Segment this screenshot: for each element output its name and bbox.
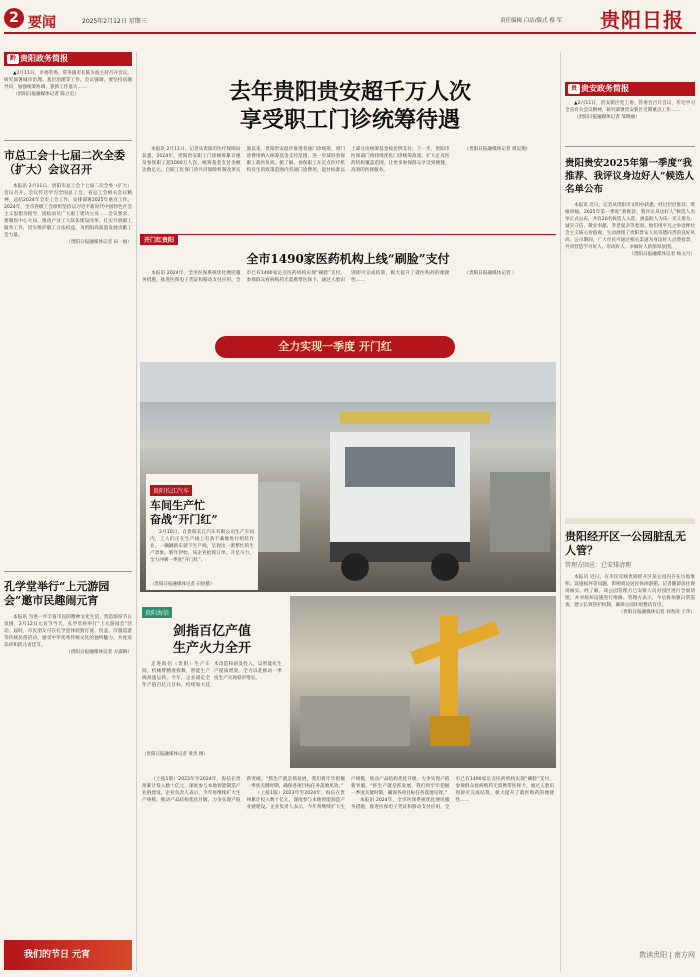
divider (4, 140, 132, 141)
factory-photo (140, 362, 556, 592)
lead-story-body (142, 146, 554, 228)
story-b (142, 600, 282, 770)
feature-source: （贵阳日报融媒体记者 ） (464, 271, 517, 276)
story-body (565, 574, 695, 954)
section-tag-label: 贵安政务简报 (581, 84, 629, 93)
campaign-banner: 全力实现一季度 开门红 (215, 336, 455, 358)
story-headline: 市总工会十七届二次全委（扩大）会议召开 (4, 149, 125, 176)
bottom-paragraph: （上接1版）2023年至2024年，海信在贵州累计投入数十亿元，深度参与本地智能制造产业链建设。企业负责人表示，今年将继续扩大生产规模，推动产品结构优化升级，力争实现产值新突破。“抓生产就是抓发展，我们将牢牢把握一季度关键时期，确保各项目标任务落地见效。” (142, 777, 345, 803)
brief-text (565, 100, 695, 136)
story-body (142, 661, 282, 751)
story-tag: 贵阳海信 (142, 607, 172, 618)
story-body (4, 614, 132, 934)
tag-pill: 黔 (7, 54, 19, 64)
bottom-paragraph-extra: 本报讯 2024年，全市医保系统优化便民服务措施，推进医保电子凭证和移动支付应用，全市已有1490家定点医药机构实现“刷脸”支付，参保群众看病购药无需携带医保卡，通过人脸识别即可完成结算，极大提升了就医购药的便捷性…… (351, 777, 554, 810)
story-source: （贵阳日报融媒体记者 刘秀涛 王华） (618, 610, 695, 615)
column-rule (560, 52, 561, 972)
story-source: （贵阳日报融媒体记者 石恒摄） (150, 582, 215, 587)
story-source: （贵阳日报融媒体记者 方露舞） (66, 650, 132, 655)
robot-arm-illustration (290, 596, 556, 768)
story-paragraph: 本报讯 为进一步丰富市民的精神文化生活，营造浓厚节日氛围，2月12日元宵节当天，孔学堂将举行“上元游园会”活动。届时，市民朋友可在孔学堂体验猜灯谜、投壶、汉服巡游等传统民俗活动，感受中华优秀传统文化的独特魅力，共度欢乐祥和的元宵佳节。 (4, 615, 132, 648)
feature-rule (140, 234, 556, 242)
brief-paragraph: ▲2月11日，市委常委、常务副市长陈少波主持召开会议，研究部署城市治理、基层治理等工作。会议强调，要坚持问题导向，加强统筹协调，狠抓工作落实…… (4, 71, 132, 90)
story-headline-2: 生产火力全开 (172, 641, 251, 656)
page-header (0, 0, 700, 40)
page-number: 2 (4, 8, 24, 28)
ad-strip (565, 518, 695, 524)
tag-pill: 贵 (568, 84, 580, 94)
story-headline: 剑指百亿产值 (172, 624, 251, 639)
story-subhead: 管理方回应：已安排清理 (565, 562, 632, 569)
brief-paragraph: ▲2月11日，贵安新区党工委、管委会召开会议，传达学习全省有关会议精神，研究部署贵安新区近期重点工作…… (565, 101, 695, 113)
right-column (565, 82, 695, 970)
story-source: （贵阳日报融媒体记者 杨文月） (629, 252, 695, 257)
issue-date: 2025年2月12日 星期三 (82, 18, 147, 25)
newspaper-logo: 贵阳日报 (600, 8, 684, 32)
column-rule (136, 52, 137, 972)
story-source: （贵阳日报融媒体记者 田一丽） (66, 240, 132, 245)
story-paragraph: 本报讯 近日，有市民反映贵阳经开区某公园内存在垃圾堆积、设施损坏等问题，影响周边居民休闲游憩。记者随即前往现场核实。经了解，该公园管理方已安排人员对园区进行全面清理，并对损坏设施进行维修。管理方表示，今后将加强日常巡查，建立长效管护机制，确保公园环境整洁有序。 (565, 575, 695, 608)
bottom-story-body (142, 776, 554, 966)
header-rule (4, 32, 696, 34)
feature-title: 全市1490家医药机构上线“刷脸”支付 (246, 252, 450, 266)
story-headline: 孔学堂举行“上元游园会”邀市民趣闹元宵 (4, 580, 110, 607)
divider (565, 146, 695, 147)
lead-headline-line1: 去年贵阳贵安超千万人次 (228, 79, 471, 105)
divider (4, 571, 132, 572)
lead-headline (140, 78, 560, 134)
lead-headline-line2: 享受职工门诊统筹待遇 (239, 107, 460, 133)
brief-source: （贵阳日报融媒体记者 陈立宏） (13, 92, 79, 97)
story-paragraph: 走进海信（贵阳）生产车间，机械臂精准挥舞，智能生产线高速运转。今年，企业锚定全年产值百亿元目标，持续加大技术改造和研发投入，以智能化生产提质增效，全力以赴推动一季度生产实现稳步增长。 (142, 662, 282, 688)
section-tag-guiyang (4, 52, 132, 66)
editor-credit: 责任编辑 白洁/版式 蔡 军 (500, 18, 563, 24)
section-tag-label: 贵阳政务简报 (20, 54, 68, 63)
footer-logo: 数读贵阳 | 南方网 (639, 951, 695, 959)
brief-text (4, 70, 132, 132)
lead-paragraph: 本报讯 2月11日，记者从贵阳市医疗保障局获悉，2024年，贵阳贵安职工门诊统筹累计惠及参保职工超1000万人次，统筹基金支付金额达数亿元。自职工医保门诊共济保障机制改革实施以来，贵阳贵安稳步推进普通门诊统筹，将门诊费用纳入统筹基金支付范围，进一步减轻参保职工就医负担。据了解，参保职工在定点医疗机构发生的政策范围内普通门诊费用，起付标准以上部分由统筹基金按比例支付。下一步，贵阳市医保部门将持续优化门诊统筹政策，扩大定点医药机构覆盖范围，让更多参保群众享受到便捷、高效的医保服务。 (142, 147, 450, 173)
story-body (565, 202, 695, 512)
story-paragraph: 本报讯 近日，记者从贵阳市文明办获悉，经过层层推荐、资格审核，2025年第一季度“我推荐、我评议身边好人”候选人名单正式公布，共有20名候选人入选，涵盖助人为乐、见义勇为、诚实守信、敬业奉献、孝老爱亲等类别。他们用平凡之举诠释社会主义核心价值观，生动展现了贵阳贵安人民崇德向善的良好风尚。公示期间，广大市民可通过相关渠道为身边好人点赞投票，共同营造学习好人、崇尚好人、争做好人的浓厚氛围。 (565, 203, 695, 250)
section-tag-guian (565, 82, 695, 96)
photo-caption-box (146, 474, 258, 590)
brief-source: （贵阳日报融媒体记者 邹晓丽） (574, 115, 640, 120)
feature-paragraph: 本报讯 2024年，全市医保系统优化便民服务措施，推进医保电子凭证和移动支付应用，全市已有1490家定点医药机构实现“刷脸”支付，参保群众看病购药无需携带医保卡，通过人脸识别即可完成结算，极大提升了就医购药的便捷性…… (142, 271, 450, 283)
robot-photo (290, 596, 556, 768)
lead-source: （贵阳日报融媒体记者 周运翔） (464, 147, 531, 152)
feature-body (142, 270, 554, 332)
story-body (150, 529, 254, 581)
section-name: 要闻 (28, 15, 56, 31)
left-column (4, 52, 132, 972)
story-headline-2: 奋战“开门红” (150, 513, 218, 526)
story-headline: 车间生产忙 (150, 499, 205, 512)
bottom-paragraph-cont: （上接1版）2023年至2024年，海信在贵州累计投入数十亿元，深度参与本地智能制造产业链建设。企业负责人表示，今年将继续扩大生产规模，推动产品结构优化升级，力争实现产值新突破。“抓生产就是抓发展，我们将牢牢把握一季度关键时期，确保各项目标任务落地见效。” (246, 777, 450, 810)
story-headline: 贵阳贵安2025年第一季度“我推荐、我评议身边好人”候选人名单公布 (565, 158, 694, 195)
festival-banner: 我们的节日 元宵 (4, 940, 132, 970)
story-body (4, 183, 132, 563)
story-headline: 贵阳经开区一公园脏乱无人管？ (565, 530, 686, 557)
feature-kicker: 开门红贵阳 (140, 234, 178, 245)
story-paragraph: 本报讯 2月11日，贵阳市总工会十七届二次全委（扩大）会议召开。会议传达学习全国总工会、省总工会相关会议精神，总结2024年全市工会工作，安排部署2025年重点工作。2024年，全市各级工会组织坚持以习近平新时代中国特色社会主义思想为指导，团结动员广大职工建功立业……会议要求，要聚焦中心大局，推动产业工人队伍建设改革，扎实开展职工服务工作，切实维护职工合法权益，为贵阳高质量发展贡献工会力量。 (4, 184, 132, 238)
story-source: （贵阳日报融媒体记者 黄善 摄） (142, 752, 208, 757)
story-tag: 贵阳长江汽车 (150, 485, 192, 496)
story-paragraph: 2月10日，在贵阳长江汽车有限公司生产车间内，工人们正在生产线上有条不紊地进行组装作业，一辆辆新车驶下生产线，呈现出一派繁忙的生产景象。新年伊始，该企业抢抓订单、开足马力，全力冲刺一季度“开门红”。 (150, 530, 254, 563)
